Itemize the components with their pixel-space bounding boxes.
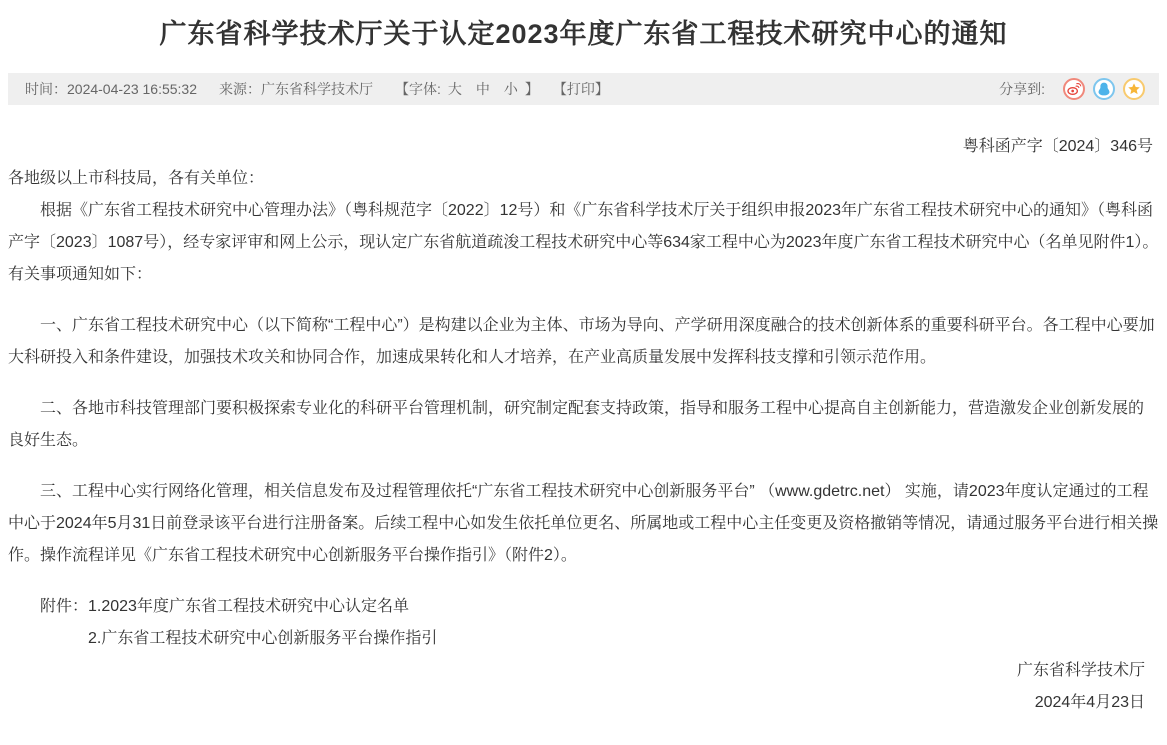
qzone-share-icon[interactable] [1123,78,1145,100]
share-bar [999,78,1145,100]
attachment-line-1: 附件：1.2023年度广东省工程技术研究中心认定名单 [40,598,409,615]
qq-penguin-icon [1096,81,1112,97]
meta-source: 来源：广东省科学技术厅 [219,81,373,97]
doc-number: 粤科函产字〔2024〕346号 [962,138,1153,155]
page-title: 广东省科学技术厅关于认定2023年度广东省工程技术研究中心的通知 [159,19,1008,49]
attachments [8,591,1159,655]
paragraph-item-3: 三、工程中心实行网络化管理，相关信息发布及过程管理依托“广东省工程技术研究中心创新服务平台” （www.gdetrc.net） 实施，请2023年度认定通过的工程中心于2024年5月31日前登录该平台进行注册备案。后续工程中心如发生依托单位更名、所属地或工程中心主任变更及资格撤销等情况，请通过服务平台进行相关操作。操作流程详见《广东省工程技术研究中心创新服务平台操作指引》（附件2）。 [8,483,1159,564]
font-size-large-button[interactable]: 大 [447,81,462,97]
qzone-star-icon [1126,81,1142,97]
meta-bar [8,73,1159,105]
salutation: 各地级以上市科技局，各有关单位： [8,170,265,187]
meta-time: 时间：2024-04-23 16:55:32 [25,81,197,97]
font-size-small-button[interactable]: 小 [503,81,518,97]
attachment-line-2: 2.广东省工程技术研究中心创新服务平台操作指引 [88,630,438,647]
document-body [0,105,1167,719]
font-size-medium-button[interactable]: 中 [475,81,490,97]
signature-org: 广东省科学技术厅 [1016,662,1145,679]
weibo-share-icon[interactable] [1063,78,1085,100]
signature-date: 2024年4月23日 [1034,694,1145,711]
paragraph-basis: 根据《广东省工程技术研究中心管理办法》（粤科规范字〔2022〕12号）和《广东省科学技术厅关于组织申报2023年广东省工程技术研究中心的通知》（粤科函产字〔2023〕1087号），经专家评审和网上公示，现认定广东省航道疏浚工程技术研究中心等634家工程中心为2023年度广东省工程技术研究中心（名单见附件1）。有关事项通知如下： [8,202,1159,283]
paragraph-item-2: 二、各地市科技管理部门要积极探索专业化的科研平台管理机制，研究制定配套支持政策，指导和服务工程中心提高自主创新能力，营造激发企业创新发展的良好生态。 [8,400,1145,449]
weibo-logo-icon [1066,81,1082,97]
font-control-prefix: 【字体: [395,81,441,97]
print-button[interactable]: 【打印】 [552,81,609,97]
paragraph-item-1: 一、广东省工程技术研究中心（以下简称“工程中心”）是构建以企业为主体、市场为导向、产学研用深度融合的技术创新体系的重要科研平台。各工程中心要加大科研投入和条件建设，加强技术攻关和协同合作，加速成果转化和人才培养，在产业高质量发展中发挥科技支撑和引领示范作用。 [8,317,1155,366]
font-control-suffix: 】 [524,81,539,97]
qq-share-icon[interactable] [1093,78,1115,100]
share-label: 分享到: [999,81,1045,97]
font-size-control [395,79,539,99]
